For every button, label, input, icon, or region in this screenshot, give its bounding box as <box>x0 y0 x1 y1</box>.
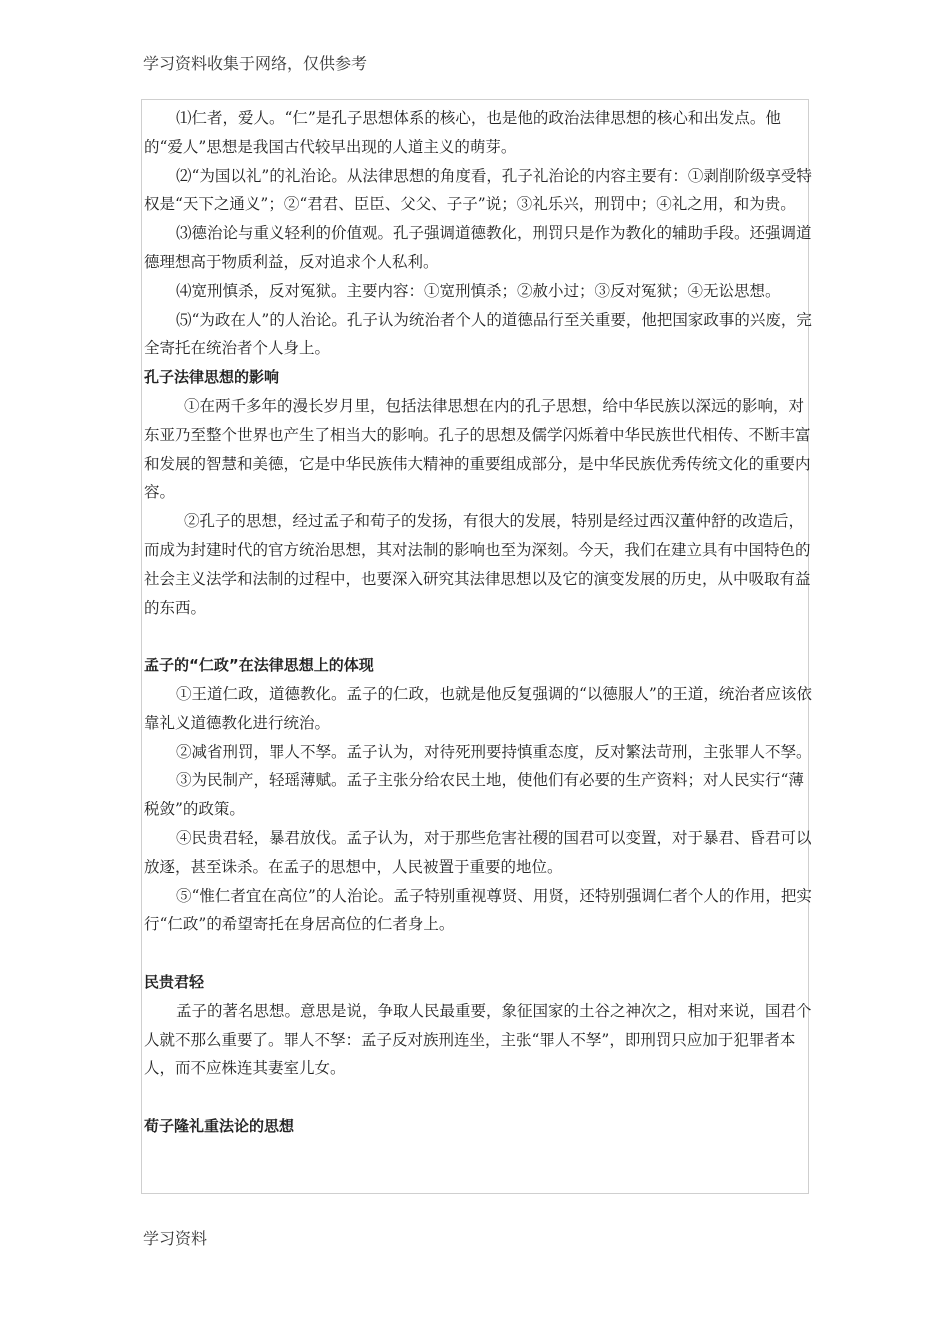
section-heading: 孟子的“仁政”在法律思想上的体现 <box>144 656 374 675</box>
spacer <box>144 1083 817 1112</box>
paragraph: ③为民制产，轻瑶薄赋。孟子主张分给农民土地，使他们有必要的生产资料；对人民实行“薄税敛”的政策。 <box>144 771 804 819</box>
page-footer: 学习资料 <box>143 1229 208 1248</box>
paragraph: ①在两千多年的漫长岁月里，包括法律思想在内的孔子思想，给中华民族以深远的影响，对东亚乃至整个世界也产生了相当大的影响。孔子的思想及儒学闪烁着中华民族世代相传、不断丰富和发展的智慧和美德，它是中华民族伟大精神的重要组成部分，是中华民族优秀传统文化的重要内容。 <box>144 396 811 502</box>
paragraph: ⑤“惟仁者宜在高位”的人治论。孟子特别重视尊贤、用贤，还特别强调仁者个人的作用，把实行“仁政”的希望寄托在身居高位的仁者身上。 <box>144 886 812 934</box>
section-heading: 荀子隆礼重法论的思想 <box>144 1116 295 1135</box>
spacer <box>144 939 817 968</box>
paragraph: ⑵“为国以礼”的礼治论。从法律思想的角度看，孔子礼治论的内容主要有：①剥削阶级享受特权是“天下之通义”；②“君君、臣臣、父父、子子”说；③礼乐兴，刑罚中；④礼之用，和为贵。 <box>144 166 812 214</box>
paragraph: ①王道仁政，道德教化。孟子的仁政，也就是他反复强调的“以德服人”的王道，统治者应该依靠礼义道德教化进行统治。 <box>144 684 812 732</box>
paragraph: ⑴仁者，爱人。“仁”是孔子思想体系的核心，也是他的政治法律思想的核心和出发点。他的“爱人”思想是我国古代较早出现的人道主义的萌芽。 <box>144 109 781 156</box>
paragraph: ⑸“为政在人”的人治论。孔子认为统治者个人的道德品行至关重要，他把国家政事的兴废，完全寄托在统治者个人身上。 <box>144 310 812 358</box>
paragraph: ②减省刑罚，罪人不孥。孟子认为，对待死刑要持慎重态度，反对繁法苛刑，主张罪人不孥。 <box>176 742 812 761</box>
section-heading: 孔子法律思想的影响 <box>144 368 280 387</box>
paragraph: 孟子的著名思想。意思是说，争取人民最重要，象征国家的土谷之神次之，相对来说，国君个人就不那么重要了。罪人不孥：孟子反对族刑连坐，主张“罪人不孥”，即刑罚只应加于犯罪者本人，而不应株连其妻室儿女。 <box>144 1001 812 1078</box>
document-body <box>144 104 817 1141</box>
paragraph: ④民贵君轻，暴君放伐。孟子认为，对于那些危害社稷的国君可以变置，对于暴君、昏君可以放逐，甚至诛杀。在孟子的思想中，人民被置于重要的地位。 <box>144 828 812 876</box>
paragraph: ②孔子的思想，经过孟子和荀子的发扬，有很大的发展，特别是经过西汉董仲舒的改造后，而成为封建时代的官方统治思想，其对法制的影响也至为深刻。今天，我们在建立具有中国特色的社会主义法学和法制的过程中，也要深入研究其法律思想以及它的演变发展的历史，从中吸取有益的东西。 <box>144 512 811 617</box>
section-heading: 民贵君轻 <box>144 972 205 991</box>
paragraph: ⑶德治论与重义轻利的价值观。孔子强调道德教化，刑罚只是作为教化的辅助手段。还强调道德理想高于物质利益，反对追求个人私利。 <box>144 224 812 271</box>
paragraph: ⑷宽刑慎杀，反对冤狱。主要内容：①宽刑慎杀；②赦小过；③反对冤狱；④无讼思想。 <box>176 281 781 300</box>
page-header: 学习资料收集于网络，仅供参考 <box>143 54 368 73</box>
spacer <box>144 622 817 651</box>
